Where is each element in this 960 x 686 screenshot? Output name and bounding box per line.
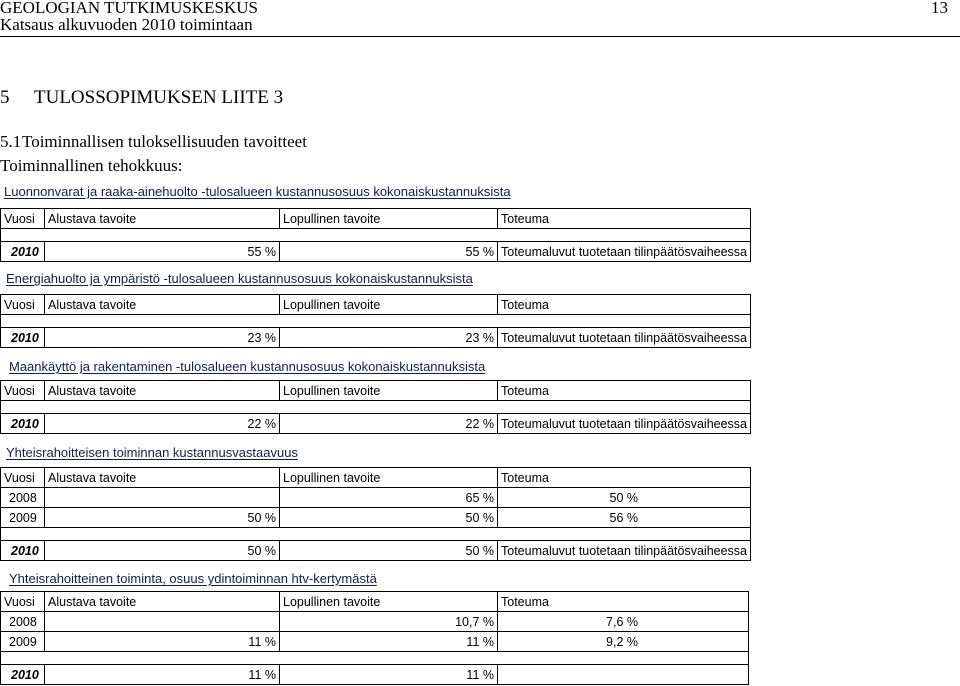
prelim-target-cell: 22 %	[45, 414, 280, 434]
table-row	[1, 508, 751, 528]
column-header: Vuosi	[1, 381, 45, 401]
final-target-cell: 23 %	[280, 328, 498, 348]
table-spacer	[1, 652, 749, 665]
final-target-cell: 65 %	[280, 488, 498, 508]
column-header: Toteuma	[498, 209, 751, 229]
document-subtitle: Katsaus alkuvuoden 2010 toimintaan	[0, 15, 253, 34]
final-target-cell: 22 %	[280, 414, 498, 434]
table-row	[1, 632, 749, 652]
table-header-row	[1, 592, 749, 612]
table-title: Maankäyttö ja rakentaminen -tulosalueen kustannusosuus kokonaiskustannuksista	[9, 359, 486, 374]
prelim-target-cell: 11 %	[45, 632, 280, 652]
subsection-heading	[0, 132, 307, 152]
table-title: Energiahuolto ja ympäristö -tulosalueen kustannusosuus kokonaiskustannuksista	[6, 271, 473, 286]
table-header-row	[1, 295, 751, 315]
table-title: Yhteisrahoitteisen toiminnan kustannusvastaavuus	[6, 445, 298, 460]
table-title: Yhteisrahoitteinen toiminta, osuus ydintoiminnan htv-kertymästä	[9, 571, 377, 586]
column-header: Alustava tavoite	[45, 381, 280, 401]
subsection-number: 5.1	[0, 132, 22, 151]
table-row	[1, 488, 751, 508]
metrics-table	[0, 467, 751, 561]
table-spacer	[1, 315, 751, 328]
prelim-target-cell: 11 %	[45, 665, 280, 685]
column-header: Alustava tavoite	[45, 295, 280, 315]
column-header: Toteuma	[498, 592, 749, 612]
table-row	[1, 665, 749, 685]
year-cell: 2010	[1, 328, 45, 348]
final-target-cell: 50 %	[280, 541, 498, 561]
year-cell: 2010	[1, 414, 45, 434]
table-row	[1, 541, 751, 561]
final-target-cell: 50 %	[280, 508, 498, 528]
prelim-target-cell: 55 %	[45, 242, 280, 262]
table-header-row	[1, 381, 751, 401]
table-title: Luonnonvarat ja raaka-ainehuolto -tulosalueen kustannusosuus kokonaiskustannuksista	[4, 184, 511, 199]
year-cell: 2009	[1, 632, 45, 652]
column-header: Lopullinen tavoite	[280, 592, 498, 612]
final-target-cell: 11 %	[280, 665, 498, 685]
column-header: Toteuma	[498, 295, 751, 315]
year-cell: 2008	[1, 612, 45, 632]
column-header: Alustava tavoite	[45, 468, 280, 488]
column-header: Vuosi	[1, 592, 45, 612]
actual-cell: 7,6 %	[498, 612, 749, 632]
section-heading	[0, 87, 283, 109]
prelim-target-cell: 50 %	[45, 541, 280, 561]
organization-name: GEOLOGIAN TUTKIMUSKESKUS	[0, 0, 258, 17]
column-header: Lopullinen tavoite	[280, 381, 498, 401]
column-header: Alustava tavoite	[45, 592, 280, 612]
intro-text: Toiminnallinen tehokkuus:	[0, 156, 183, 175]
column-header: Lopullinen tavoite	[280, 468, 498, 488]
actual-cell	[498, 665, 749, 685]
year-cell: 2010	[1, 665, 45, 685]
section-number: 5	[0, 87, 10, 108]
actual-cell: Toteumaluvut tuotetaan tilinpäätösvaiheessa	[498, 328, 751, 348]
prelim-target-cell	[45, 488, 280, 508]
table-header-row	[1, 209, 751, 229]
column-header: Alustava tavoite	[45, 209, 280, 229]
metrics-table	[0, 294, 751, 348]
prelim-target-cell: 50 %	[45, 508, 280, 528]
final-target-cell: 55 %	[280, 242, 498, 262]
prelim-target-cell: 23 %	[45, 328, 280, 348]
metrics-table	[0, 380, 751, 434]
section-title: TULOSSOPIMUKSEN LIITE 3	[34, 87, 284, 108]
metrics-table	[0, 591, 749, 685]
page-number: 13	[931, 0, 948, 17]
year-cell: 2009	[1, 508, 45, 528]
actual-cell: 9,2 %	[498, 632, 749, 652]
final-target-cell: 11 %	[280, 632, 498, 652]
year-cell: 2010	[1, 242, 45, 262]
column-header: Vuosi	[1, 209, 45, 229]
year-cell: 2010	[1, 541, 45, 561]
column-header: Lopullinen tavoite	[280, 295, 498, 315]
metrics-table	[0, 208, 751, 262]
actual-cell: Toteumaluvut tuotetaan tilinpäätösvaiheessa	[498, 242, 751, 262]
actual-cell: 56 %	[498, 508, 751, 528]
actual-cell: Toteumaluvut tuotetaan tilinpäätösvaiheessa	[498, 414, 751, 434]
table-row	[1, 242, 751, 262]
table-header-row	[1, 468, 751, 488]
actual-cell: Toteumaluvut tuotetaan tilinpäätösvaiheessa	[498, 541, 751, 561]
column-header: Vuosi	[1, 295, 45, 315]
subsection-title: Toiminnallisen tuloksellisuuden tavoitteet	[22, 132, 307, 151]
column-header: Lopullinen tavoite	[280, 209, 498, 229]
table-spacer	[1, 229, 751, 242]
table-spacer	[1, 401, 751, 414]
column-header: Toteuma	[498, 381, 751, 401]
table-spacer	[1, 528, 751, 541]
table-row	[1, 414, 751, 434]
final-target-cell: 10,7 %	[280, 612, 498, 632]
table-row	[1, 612, 749, 632]
prelim-target-cell	[45, 612, 280, 632]
actual-cell: 50 %	[498, 488, 751, 508]
header-divider	[0, 36, 960, 37]
column-header: Toteuma	[498, 468, 751, 488]
column-header: Vuosi	[1, 468, 45, 488]
year-cell: 2008	[1, 488, 45, 508]
table-row	[1, 328, 751, 348]
